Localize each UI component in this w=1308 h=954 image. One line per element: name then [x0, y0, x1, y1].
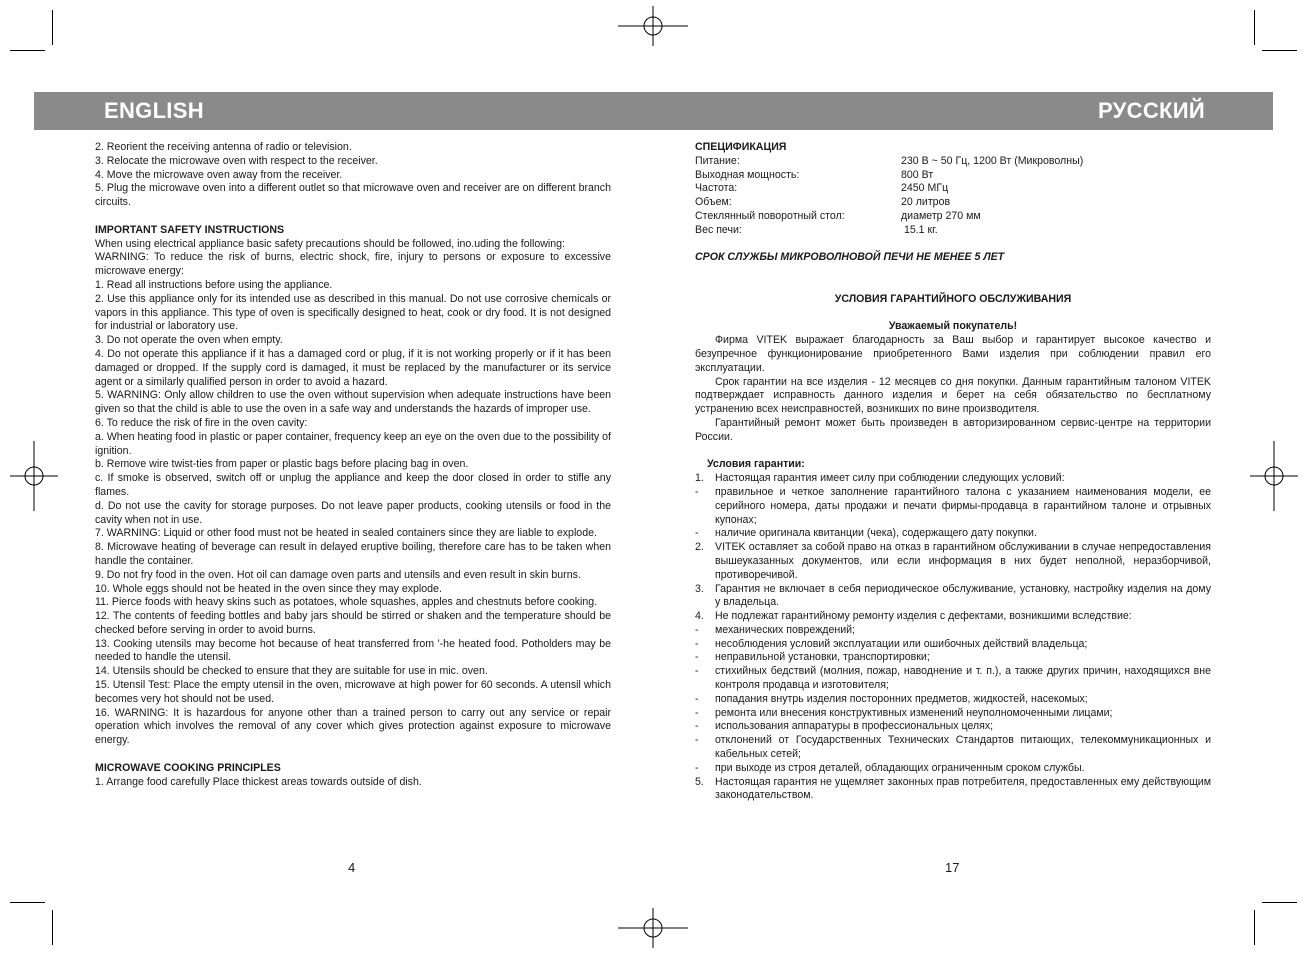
spec-value: диаметр 270 мм — [901, 209, 981, 222]
spec-row — [695, 224, 1211, 238]
spec-row — [695, 155, 1211, 169]
text-paragraph: 2. Use this appliance only for its intended use as described in this manual. Do not use corrosive chemicals or vapors in this appliance. This type of oven is specifically designed to heat, cook or dry food. It is not designed for industrial or laboratory use. — [95, 292, 611, 333]
warranty-title: УСЛОВИЯ ГАРАНТИЙНОГО ОБСЛУЖИВАНИЯ — [834, 292, 1072, 305]
crop-mark — [1254, 910, 1255, 945]
crop-mark — [52, 910, 53, 945]
section-heading-spec: СПЕЦИФИКАЦИЯ — [695, 141, 787, 153]
text-line: 4. Move the microwave oven away from the receiver. — [95, 168, 343, 181]
text-paragraph: 4. Do not operate this appliance if it has a damaged cord or plug, if it is not working properly or if it has been damaged or dropped. If the supply cord is damaged, it must be replaced by the manufacturer or its service agent or a similarly qualified person in order to avoid a hazard. — [95, 347, 611, 388]
list-item: - попадания внутрь изделия посторонних предметов, жидкостей, насекомых; — [695, 692, 1088, 705]
text-paragraph: Фирма VITEK выражает благодарность за Ваш выбор и гарантирует высокое качество и безупречное функционирование приобретенного Вами изделия при соблюдении правил его эксплуатации. — [695, 334, 1211, 374]
text-paragraph: 5. WARNING: Only allow children to use the oven without supervision when adequate instructions have been given so that the child is able to use the oven in a safe way and understands the hazards of improper use. — [95, 389, 611, 416]
crop-mark — [52, 10, 53, 45]
spec-key: Вес печи: — [695, 223, 742, 236]
section-heading-safety: IMPORTANT SAFETY INSTRUCTIONS — [95, 223, 285, 236]
text-line: 5. Plug the microwave oven into a different outlet so that microwave oven and receiver are on different branch circuits. — [95, 182, 611, 209]
text-paragraph: 3. Do not operate the oven when empty. — [95, 334, 283, 347]
language-title-russian: РУССКИЙ — [1098, 98, 1205, 123]
registration-mark-icon — [618, 908, 688, 948]
spec-row — [695, 210, 1211, 224]
list-item: - наличие оригинала квитанции (чека), содержащего дату покупки. — [695, 527, 1037, 540]
crop-mark — [10, 902, 45, 903]
text-paragraph: 6. To reduce the risk of fire in the oven cavity: — [95, 416, 308, 429]
spec-row — [695, 182, 1211, 196]
russian-page-column — [695, 141, 1211, 803]
registration-mark-icon — [618, 6, 688, 46]
text-paragraph: Гарантийный ремонт может быть произведен в авторизированном сервис-центре на территории России. — [695, 416, 1211, 443]
list-item: 5. Настоящая гарантия не ущемляет законных прав потребителя, предоставленных ему действующим законодательством. — [695, 775, 1211, 802]
crop-mark — [10, 50, 45, 51]
list-item: - стихийных бедствий (молния, пожар, наводнение и т. п.), а также других причин, находящихся вне контроля продавца и изготовителя; — [695, 665, 1211, 692]
crop-mark — [1254, 10, 1255, 45]
list-item: 2. VITEK оставляет за собой право на отказ в гарантийном обслуживании в случае непредоставления вышеуказанных документов, или если информация в них будет неполной, неразборчивой, противоречивой. — [695, 541, 1211, 581]
spec-key: Выходная мощность: — [695, 168, 800, 181]
text-paragraph: 1. Read all instructions before using the appliance. — [95, 278, 333, 291]
spec-value: 230 В ~ 50 Гц, 1200 Вт (Микроволны) — [901, 154, 1084, 167]
text-paragraph: c. If smoke is observed, switch off or unplug the appliance and keep the door closed in order to stifle any flames. — [95, 472, 611, 498]
spec-key: Частота: — [695, 182, 738, 195]
registration-mark-icon — [1250, 441, 1298, 511]
list-item: 1. Настоящая гарантия имеет силу при соблюдении следующих условий: — [695, 472, 1065, 485]
english-page-column — [95, 141, 611, 789]
spec-row — [695, 169, 1211, 183]
spec-key: Стеклянный поворотный стол: — [695, 209, 845, 222]
text-paragraph: 14. Utensils should be checked to ensure that they are suitable for use in mic. oven. — [95, 665, 488, 678]
text-paragraph: When using electrical appliance basic safety precautions should be followed, ino.uding the following: — [95, 237, 565, 250]
list-item: 3. Гарантия не включает в себя периодическое обслуживание, установку, настройку изделия на дому у владельца. — [695, 582, 1211, 609]
text-paragraph: 12. The contents of feeding bottles and baby jars should be stirred or shaken and the temperature should be checked before serving in order to avoid burns. — [95, 610, 611, 636]
list-item: - несоблюдения условий эксплуатации или ошибочных действий владельца; — [695, 637, 1088, 650]
text-paragraph: 8. Microwave heating of beverage can result in delayed eruptive boiling, therefore care has to be taken when handle the container. — [95, 541, 611, 567]
spec-value: 800 Вт — [901, 168, 934, 181]
text-paragraph: b. Remove wire twist-ties from paper or plastic bags before placing bag in oven. — [95, 458, 469, 471]
crop-mark — [1262, 902, 1297, 903]
list-item: - использования аппаратуры в профессиональных целях; — [695, 720, 994, 733]
text-paragraph: WARNING: To reduce the risk of burns, electric shock, fire, injury to persons or exposure to excessive microwave energy: — [95, 251, 611, 278]
spec-value: 2450 МГц — [901, 182, 949, 195]
list-item: 4. Не подлежат гарантийному ремонту изделия с дефектами, возникшими вследствие: — [695, 610, 1132, 623]
text-paragraph: 16. WARNING: It is hazardous for anyone other than a trained person to carry out any service or repair operation which involves the removal of any cover which gives protection against exposure to microwave energy. — [95, 706, 611, 747]
list-item: - механических повреждений; — [695, 623, 855, 636]
page-number-right: 17 — [945, 860, 960, 875]
language-title-english: ENGLISH — [104, 98, 204, 123]
header-band — [34, 92, 1273, 130]
spec-key: Объем: — [695, 196, 732, 209]
spec-value: 15.1 кг. — [901, 223, 938, 236]
page-number-left: 4 — [348, 860, 356, 875]
list-item: - неправильной установки, транспортировки; — [695, 651, 930, 664]
list-item: - отклонений от Государственных Технических Стандартов питающих, телекоммуникационных и кабельных сетей; — [695, 734, 1211, 761]
dear-customer-heading: Уважаемый покупатель! — [888, 320, 1018, 333]
conditions-heading: Условия гарантии: — [707, 458, 805, 471]
text-line: 2. Reorient the receiving antenna of radio or television. — [95, 141, 352, 153]
list-item: - правильное и четкое заполнение гарантийного талона с указанием наименования модели, ее серийного номера, даты продажи и печати фирмы-продавца в гарантийном талоне и отрывных купонах; — [695, 485, 1211, 526]
text-paragraph: 7. WARNING: Liquid or other food must not be heated in sealed containers since they are liable to explode. — [95, 527, 597, 540]
spec-value: 20 литров — [901, 196, 951, 209]
spec-key: Питание: — [695, 154, 740, 167]
text-paragraph: 10. Whole eggs should not be heated in the oven since they may explode. — [95, 582, 442, 595]
list-item: - при выходе из строя деталей, обладающих ограниченным сроком службы. — [695, 761, 1085, 774]
list-item: - ремонта или внесения конструктивных изменений неуполномоченными лицами; — [695, 706, 1113, 719]
text-line: 3. Relocate the microwave oven with respect to the receiver. — [95, 154, 378, 167]
service-life-note: СРОК СЛУЖБЫ МИКРОВОЛНОВОЙ ПЕЧИ НЕ МЕНЕЕ 5 ЛЕТ — [695, 251, 1005, 264]
text-paragraph: d. Do not use the cavity for storage purposes. Do not leave paper products, cooking utensils or food in the cavity when not in use. — [95, 499, 611, 526]
text-paragraph: 15. Utensil Test: Place the empty utensil in the oven, microwave at high power for 60 seconds. A utensil which becomes very hot should not be used. — [95, 679, 611, 705]
text-paragraph: Срок гарантии на все изделия - 12 месяцев со дня покупки. Данным гарантийным талоном VITEK подтверждает исправность данного изделия и берет на себя обязательство по бесплатному устранению всех неисправностей, возникших по вине производителя. — [695, 375, 1211, 416]
spec-row — [695, 196, 1211, 210]
text-paragraph: 11. Pierce foods with heavy skins such as potatoes, whole squashes, apples and chestnuts before cooking. — [95, 596, 598, 609]
text-paragraph: 13. Cooking utensils may become hot because of heat transferred from '-he heated food. Potholders may be needed to handle the utensil. — [95, 637, 611, 664]
crop-mark — [1262, 50, 1297, 51]
section-heading-principles: MICROWAVE COOKING PRINCIPLES — [95, 761, 281, 774]
text-paragraph: 9. Do not fry food in the oven. Hot oil can damage oven parts and utensils and even result in skin burns. — [95, 568, 581, 581]
registration-mark-icon — [10, 441, 58, 511]
text-paragraph: 1. Arrange food carefully Place thickest areas towards outside of dish. — [95, 775, 422, 788]
text-paragraph: a. When heating food in plastic or paper container, frequency keep an eye on the oven due to the possibility of ignition. — [95, 430, 611, 457]
